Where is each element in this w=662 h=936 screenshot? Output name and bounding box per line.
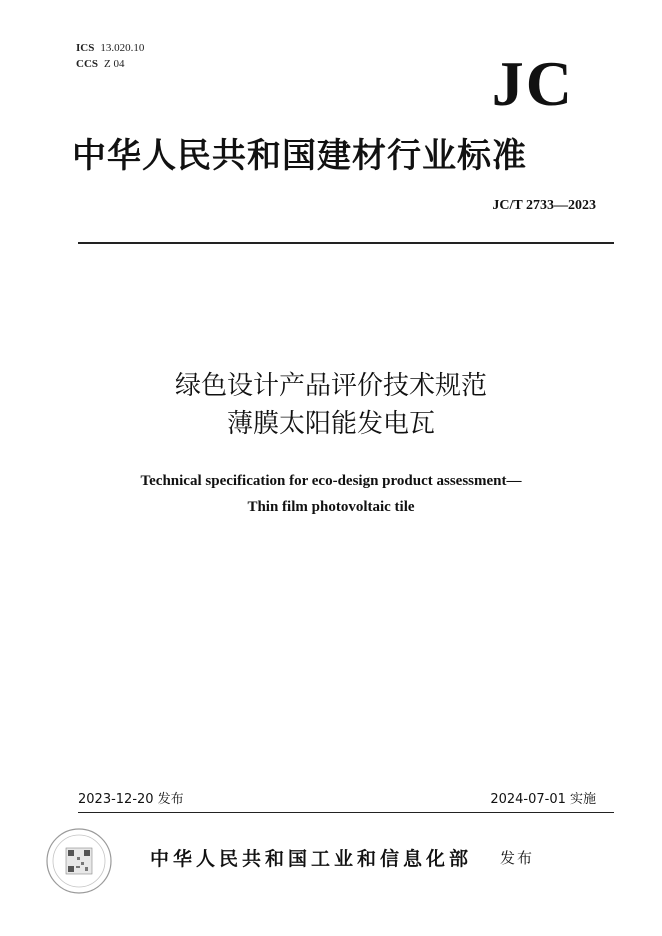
issuing-authority: 中华人民共和国工业和信息化部	[150, 848, 473, 870]
english-title-line-1: Technical specification for eco-design product assessment—	[140, 473, 522, 489]
ccs-code-row	[76, 56, 144, 72]
issue-date: 2023-12-20 发布	[78, 792, 184, 807]
chinese-title-line-1: 绿色设计产品评价技术规范	[174, 371, 487, 401]
classification-codes	[76, 40, 144, 72]
ics-code-row	[76, 40, 144, 56]
implementation-date: 2024-07-01 实施	[490, 792, 596, 807]
issuer-publish-label: 发布	[500, 849, 535, 867]
chinese-title-line-2: 薄膜太阳能发电瓦	[226, 409, 435, 439]
standard-number: JC/T 2733—2023	[492, 198, 596, 213]
footer-divider	[78, 812, 614, 813]
ics-code: 13.020.10	[100, 42, 145, 54]
header-divider	[78, 242, 614, 244]
ccs-label: CCS	[76, 58, 99, 70]
ccs-code: Z 04	[104, 58, 125, 70]
authority-seal-icon	[44, 826, 114, 896]
ics-label: ICS	[76, 42, 95, 54]
english-title-line-2: Thin film photovoltaic tile	[247, 499, 415, 515]
jc-logo: JC	[491, 48, 574, 119]
standard-category-title: 中华人民共和国建材行业标准	[72, 136, 527, 176]
